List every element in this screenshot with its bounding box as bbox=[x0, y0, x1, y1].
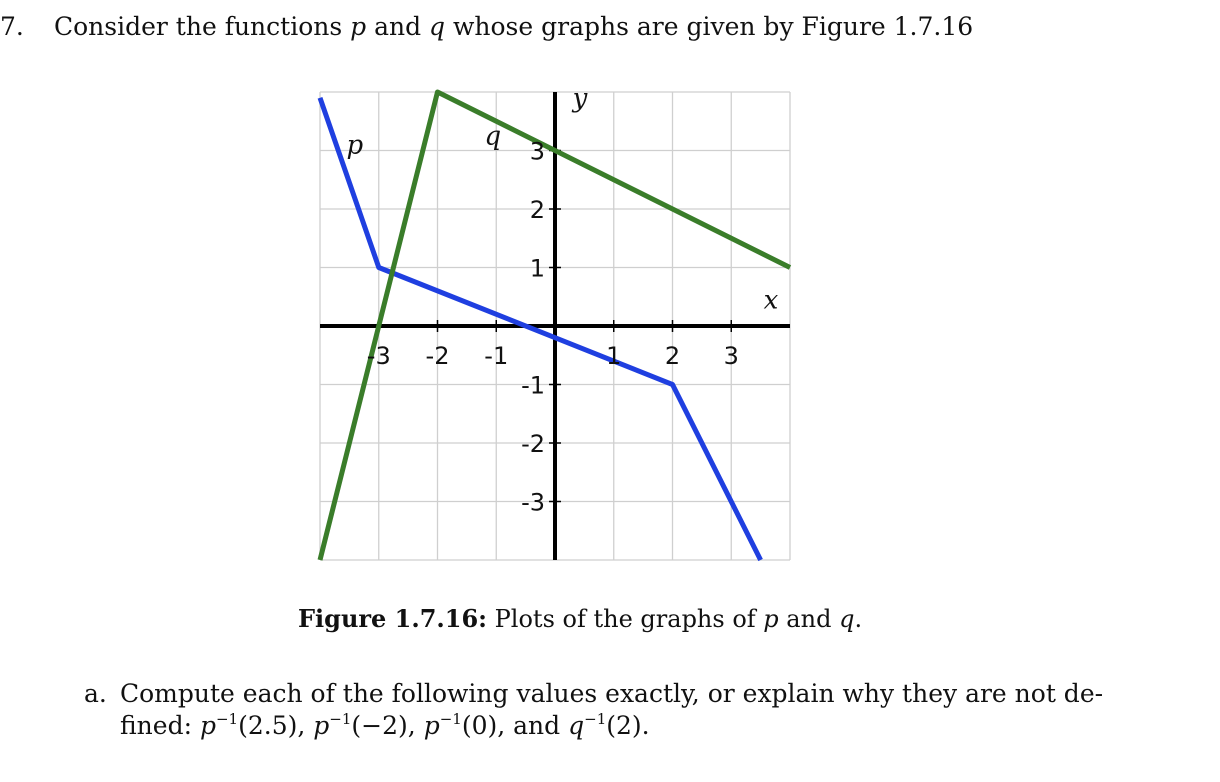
series-label-q: q bbox=[484, 121, 502, 152]
series-label-p: p bbox=[346, 130, 364, 161]
y-tick-label: 2 bbox=[529, 196, 545, 224]
caption-p: p bbox=[763, 605, 779, 633]
x-tick-label: 1 bbox=[606, 342, 622, 370]
caption-suffix: . bbox=[854, 605, 863, 633]
x-tick-label: 2 bbox=[664, 342, 681, 370]
statement-prefix: Consider the functions bbox=[54, 12, 351, 41]
question-line-1: Compute each of the following values exactly, or explain why they are not de- bbox=[120, 679, 1104, 708]
caption-q: q bbox=[839, 605, 855, 633]
function-q-ref: q bbox=[429, 12, 446, 41]
x-tick-label: -2 bbox=[425, 342, 450, 370]
caption-and: and bbox=[778, 605, 840, 633]
figure-graph bbox=[300, 84, 800, 564]
problem-number: 7. bbox=[0, 12, 24, 41]
chart-svg bbox=[300, 84, 800, 564]
term-3: $p^{-1}(0)$ bbox=[423, 710, 498, 740]
y-axis-label: y bbox=[572, 83, 588, 114]
x-tick-label: 3 bbox=[723, 342, 739, 370]
axes bbox=[320, 92, 790, 560]
x-tick-label: -3 bbox=[366, 342, 391, 370]
term-4: $q^{-1}(2)$ bbox=[568, 710, 642, 740]
problem-statement bbox=[54, 12, 973, 41]
question-line-2: fined: $p^{-1}(2.5)$, $p^{-1}(-2)$, $p^{-1}(0)$, and $q^{-1}(2)$. bbox=[120, 710, 650, 740]
statement-suffix: whose graphs are given by Figure 1.7.16 bbox=[445, 12, 974, 41]
term-2: $p^{-1}(-2)$ bbox=[313, 710, 408, 740]
x-axis-label: x bbox=[763, 285, 779, 316]
term-1: $p^{-1}(2.5)$ bbox=[199, 710, 298, 740]
figure-caption bbox=[298, 604, 862, 633]
caption-prefix: Plots of the graphs of bbox=[487, 605, 764, 633]
y-tick-label: 1 bbox=[529, 254, 545, 283]
labels bbox=[346, 84, 778, 517]
y-tick-label: 3 bbox=[529, 137, 545, 166]
function-p-ref: p bbox=[350, 12, 367, 41]
question-fined: fined: bbox=[120, 711, 200, 740]
y-tick-label: -3 bbox=[521, 488, 545, 517]
y-tick-label: -1 bbox=[521, 371, 545, 400]
statement-and: and bbox=[366, 12, 430, 41]
question-a bbox=[84, 678, 1103, 742]
caption-label: Figure 1.7.16: bbox=[298, 604, 488, 633]
x-tick-label: -1 bbox=[484, 342, 509, 370]
y-tick-label: -2 bbox=[521, 430, 545, 458]
question-label: a. bbox=[84, 679, 107, 708]
